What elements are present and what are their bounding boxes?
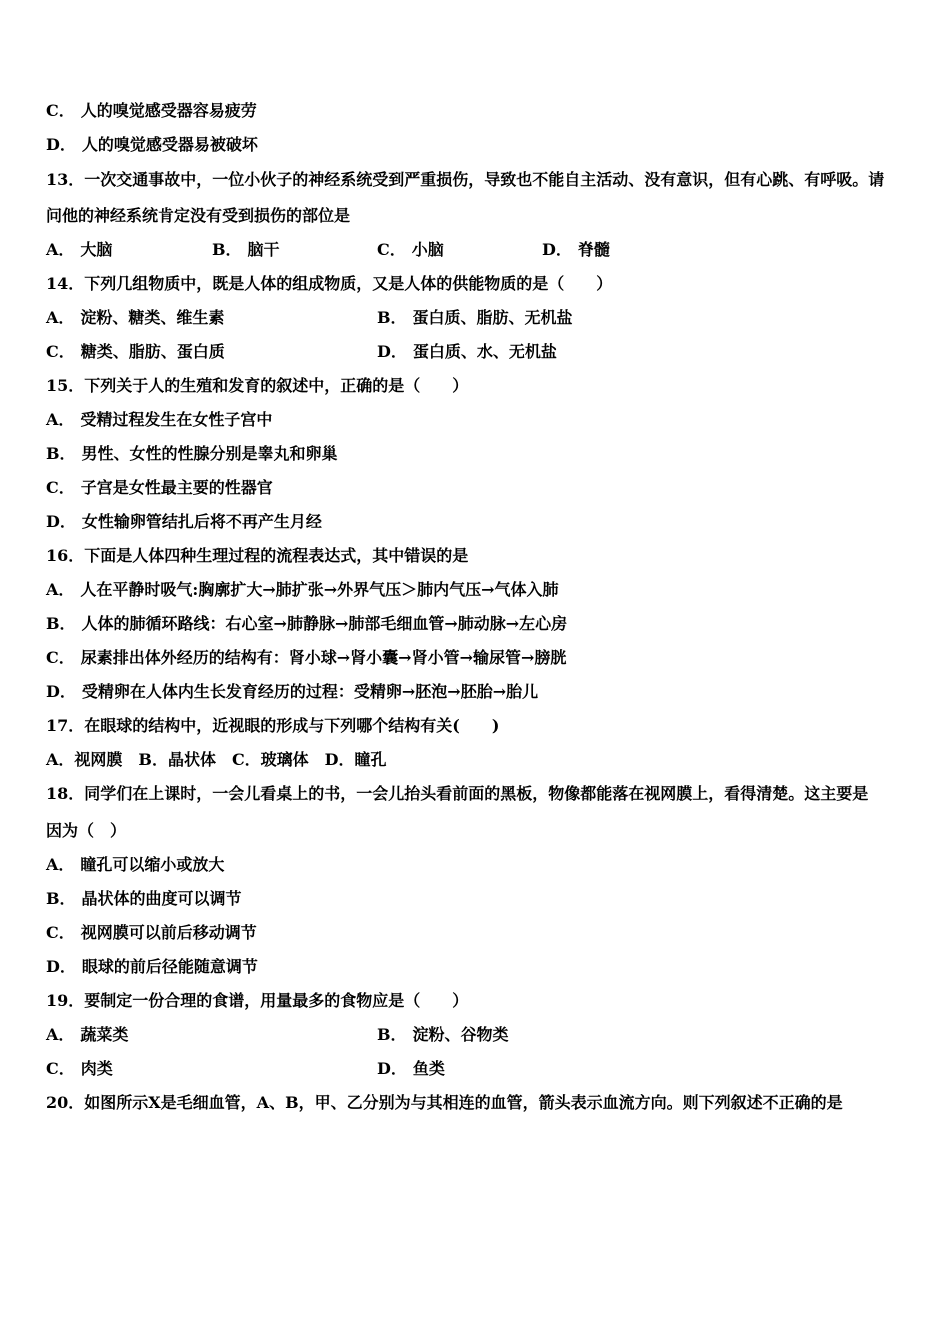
option-label: D． [46,512,76,531]
option-label: D． [377,1059,407,1078]
q15-option-a [46,410,272,430]
option-label: A． [46,580,75,599]
option-label: B． [46,889,76,908]
q19-stem: 19．要制定一份合理的食谱，用量最多的食物应是（ ） [46,991,469,1010]
q14-option-b [377,308,573,328]
option-text: 肉类 [80,1059,113,1078]
option-label: A． [46,240,75,259]
q12-option-c [46,101,257,121]
option-text: 女性输卵管结扎后将不再产生月经 [81,512,322,531]
q13-option-d [542,240,610,260]
option-text: 蔬菜类 [80,1025,129,1044]
option-label: B． [377,1025,407,1044]
option-label: D． [377,342,407,361]
option-text: 脊髓 [577,240,610,259]
option-text: 视网膜可以前后移动调节 [80,923,257,942]
q14-option-d [377,342,557,362]
option-text: 人的嗅觉感受器容易疲劳 [80,101,257,120]
option-text: 尿素排出体外经历的结构有：肾小球→肾小囊→肾小管→输尿管→膀胱 [80,648,567,667]
q13-option-a [46,240,112,260]
option-text: 小脑 [411,240,444,259]
option-label: D． [542,240,572,259]
option-label: C． [46,478,75,497]
q20-stem: 20．如图所示X是毛细血管，A、B，甲、乙分别为与其相连的血管，箭头表示血流方向。则下列叙述不正确的是 [46,1093,843,1112]
option-label: D． [46,957,76,976]
option-text: 人在平静时吸气:胸廓扩大→肺扩张→外界气压＞肺内气压→气体入肺 [80,580,559,599]
option-label: D． [46,135,76,154]
option-label: C． [46,648,75,667]
option-label: A． [46,855,75,874]
option-text: 眼球的前后径能随意调节 [81,957,258,976]
q17-stem: 17．在眼球的结构中，近视眼的形成与下列哪个结构有关( ) [46,716,500,735]
option-label: C． [46,1059,75,1078]
q15-option-c [46,478,273,498]
option-text: 大脑 [80,240,113,259]
option-text: 子宫是女性最主要的性器官 [80,478,273,497]
q14-option-c [46,342,225,362]
option-text: 人体的肺循环路线：右心室→肺静脉→肺部毛细血管→肺动脉→左心房 [81,614,568,633]
q13-option-c [377,240,444,260]
option-text: 淀粉、糖类、维生素 [80,308,225,327]
option-label: B． [46,444,76,463]
option-label: C． [377,240,406,259]
q14-stem: 14．下列几组物质中，既是人体的组成物质，又是人体的供能物质的是（ ） [46,274,613,293]
q19-option-d [377,1059,445,1079]
option-text: 瞳孔可以缩小或放大 [80,855,225,874]
option-text: 受精过程发生在女性子宫中 [80,410,273,429]
option-text: 受精卵在人体内生长发育经历的过程：受精卵→胚泡→胚胎→胎儿 [81,682,539,701]
q16-stem: 16．下面是人体四种生理过程的流程表达式，其中错误的是 [46,546,469,565]
q19-option-a [46,1025,128,1045]
q15-option-d [46,512,322,532]
q15-stem: 15．下列关于人的生殖和发育的叙述中，正确的是（ ） [46,376,469,395]
q18-option-d [46,957,258,977]
option-label: C． [46,101,75,120]
option-label: B． [46,614,76,633]
option-text: 人的嗅觉感受器易被破坏 [81,135,258,154]
q18-stem-line2: 因为（ ） [46,821,127,840]
option-text: 脑干 [247,240,280,259]
option-label: C． [46,923,75,942]
q18-stem-line1: 18．同学们在上课时，一会儿看桌上的书，一会儿抬头看前面的黑板，物像都能落在视网膜上，看得清楚。这主要是 [46,784,869,803]
option-label: B． [377,308,407,327]
q19-option-c [46,1059,113,1079]
q14-option-a [46,308,224,328]
q15-option-b [46,444,338,464]
option-text: 晶状体的曲度可以调节 [81,889,242,908]
q16-option-a [46,580,559,600]
q16-option-c [46,648,566,668]
option-label: C． [46,342,75,361]
q16-option-b [46,614,567,634]
q17-options: A．视网膜 B．晶状体 C．玻璃体 D．瞳孔 [46,750,387,769]
option-label: A． [46,308,75,327]
q18-option-c [46,923,257,943]
q16-option-d [46,682,538,702]
q18-option-a [46,855,224,875]
q13-stem-line1: 13．一次交通事故中，一位小伙子的神经系统受到严重损伤，导致也不能自主活动、没有意识，但有心跳、有呼吸。请 [46,170,885,189]
option-label: A． [46,410,75,429]
q13-option-b [212,240,280,260]
q18-option-b [46,889,242,909]
option-label: A． [46,1025,75,1044]
option-label: B． [212,240,242,259]
option-text: 糖类、脂肪、蛋白质 [80,342,225,361]
q19-option-b [377,1025,509,1045]
option-label: D． [46,682,76,701]
option-text: 男性、女性的性腺分别是睾丸和卵巢 [81,444,338,463]
q12-option-d [46,135,258,155]
option-text: 蛋白质、水、无机盐 [412,342,557,361]
option-text: 蛋白质、脂肪、无机盐 [412,308,573,327]
option-text: 淀粉、谷物类 [412,1025,509,1044]
q13-stem-line2: 问他的神经系统肯定没有受到损伤的部位是 [46,206,351,225]
option-text: 鱼类 [412,1059,445,1078]
